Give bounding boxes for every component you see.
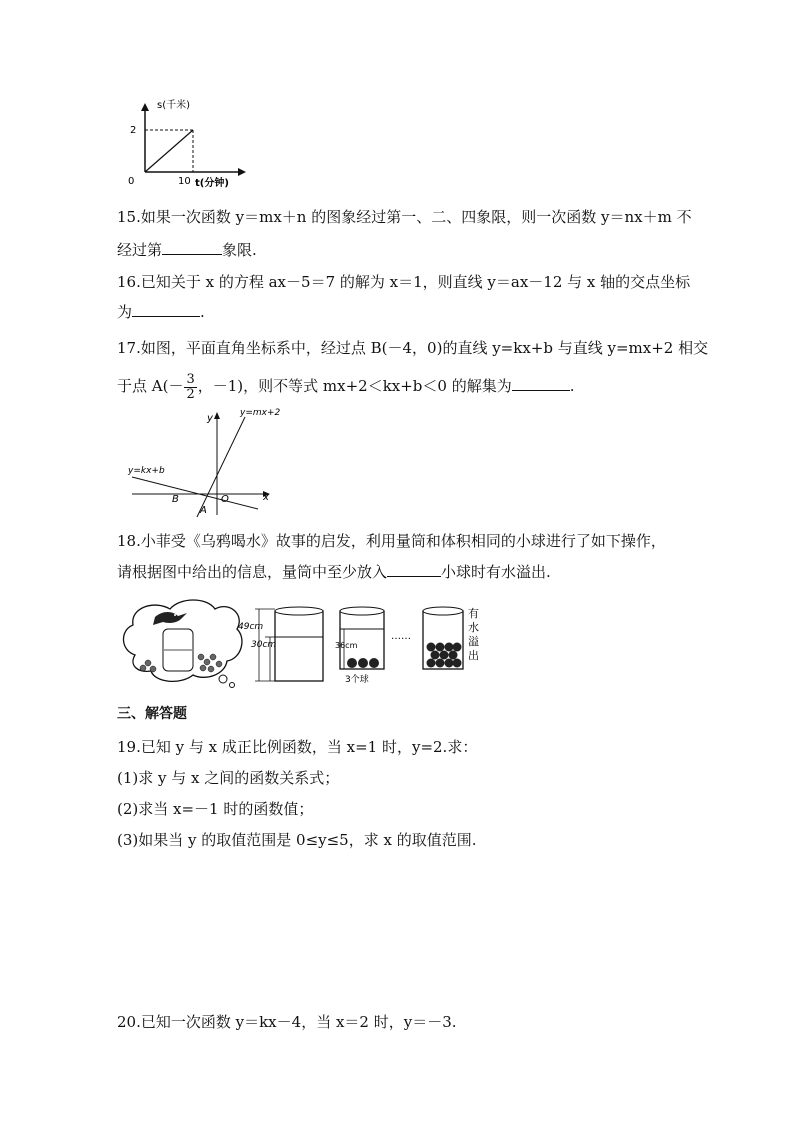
q15-line1: 15.如果一次函数 y＝mx＋n 的图象经过第一、二、四象限，则一次函数 y＝nx＋m 不 xyxy=(117,208,692,226)
q17-text-b: ，－1)，则不等式 mx+2＜kx+b＜0 的解集为 xyxy=(197,377,512,395)
label-30cm: 30cm xyxy=(251,640,277,650)
ellipsis: …… xyxy=(391,631,411,642)
q17-text-c: . xyxy=(569,377,575,395)
line-mx-label: y=mx+2 xyxy=(240,408,280,418)
overflow-char-3: 溢 xyxy=(468,635,479,648)
line-kx-plus-b xyxy=(132,477,258,509)
line-intersection-graph xyxy=(120,405,280,520)
q15-text-b: 象限. xyxy=(222,241,257,259)
q18-line1: 18.小菲受《乌鸦喝水》故事的启发，利用量筒和体积相同的小球进行了如下操作， xyxy=(117,532,666,550)
distance-line xyxy=(145,130,193,172)
q18-text-a: 请根据图中给出的信息，量筒中至少放入 xyxy=(117,563,388,581)
cylinder-1-top xyxy=(275,607,323,615)
q16-text-a: 为 xyxy=(117,303,133,321)
q16-line1: 16.已知关于 x 的方程 ax－5＝7 的解为 x＝1，则直线 y＝ax－12 与 x 轴的交点坐标 xyxy=(117,273,691,291)
section-title: 三、解答题 xyxy=(117,706,187,722)
three-balls xyxy=(347,658,379,668)
label-3-balls: 3个球 xyxy=(345,675,369,685)
cylinder-3-top xyxy=(423,607,463,615)
x-tick-label: 10 xyxy=(178,176,191,187)
crow-water-figure xyxy=(115,595,490,695)
y-tick-label: 2 xyxy=(130,125,137,136)
overflow-char-1: 有 xyxy=(468,607,479,620)
q17-fraction xyxy=(184,373,196,402)
cloud-bubble-small xyxy=(230,683,235,688)
q19-line1: 19.已知 y 与 x 成正比例函数，当 x=1 时，y=2.求： xyxy=(117,738,478,756)
cylinder-2-top xyxy=(340,607,384,615)
y-axis-arrow xyxy=(141,103,149,111)
q16-line2 xyxy=(117,302,205,322)
overflow-char-2: 水 xyxy=(468,621,479,634)
q17-frac-num: 3 xyxy=(186,371,195,387)
q15-answer-blank[interactable] xyxy=(162,240,222,255)
q17-answer-blank[interactable] xyxy=(512,376,570,391)
cloud-bubble xyxy=(219,675,227,683)
q17-frac-den: 2 xyxy=(186,386,195,402)
x-axis-arrow xyxy=(238,168,246,176)
line-kx-label: y=kx+b xyxy=(128,466,165,476)
q16-text-b: . xyxy=(200,303,205,321)
q18-text-b: 小球时有水溢出. xyxy=(441,563,551,581)
cylinder-1 xyxy=(275,611,323,681)
y-axis-label: y xyxy=(207,413,213,424)
q17-line1: 17.如图，平面直角坐标系中，经过点 B(－4，0)的直线 y=kx+b 与直线 y=mx+2 相交 xyxy=(117,339,709,357)
crow-eye xyxy=(174,614,176,616)
point-a-label: A xyxy=(200,505,207,516)
x-axis-label: x xyxy=(263,492,269,503)
q19-part1: (1)求 y 与 x 之间的函数关系式； xyxy=(117,769,340,787)
point-b-label: B xyxy=(172,494,179,505)
q19-part2: (2)求当 x=－1 时的函数值； xyxy=(117,800,314,818)
q17-text-a: 于点 A(－ xyxy=(117,377,184,395)
label-36cm: 36cm xyxy=(335,641,358,650)
y-axis-arrow xyxy=(214,412,220,419)
q15-text-a: 经过第 xyxy=(117,241,163,259)
x-axis-label: t(分钟) xyxy=(195,178,229,189)
overflow-char-4: 出 xyxy=(468,649,479,662)
q15-line2 xyxy=(117,240,257,260)
q19-part3: (3)如果当 y 的取值范围是 0≤y≤5，求 x 的取值范围. xyxy=(117,831,477,849)
q20-line1: 20.已知一次函数 y＝kx－4，当 x＝2 时，y＝－3. xyxy=(117,1013,457,1031)
q18-answer-blank[interactable] xyxy=(387,562,441,577)
label-49cm: 49cm xyxy=(238,622,264,632)
origin-label: 0 xyxy=(128,176,135,187)
q16-answer-blank[interactable] xyxy=(132,302,200,317)
y-axis-label: s(千米) xyxy=(157,100,191,111)
many-balls xyxy=(427,643,462,668)
distance-time-graph xyxy=(115,95,255,195)
point-o-label: O xyxy=(221,494,229,505)
q17-line2 xyxy=(117,366,575,406)
q18-line2 xyxy=(117,562,551,582)
